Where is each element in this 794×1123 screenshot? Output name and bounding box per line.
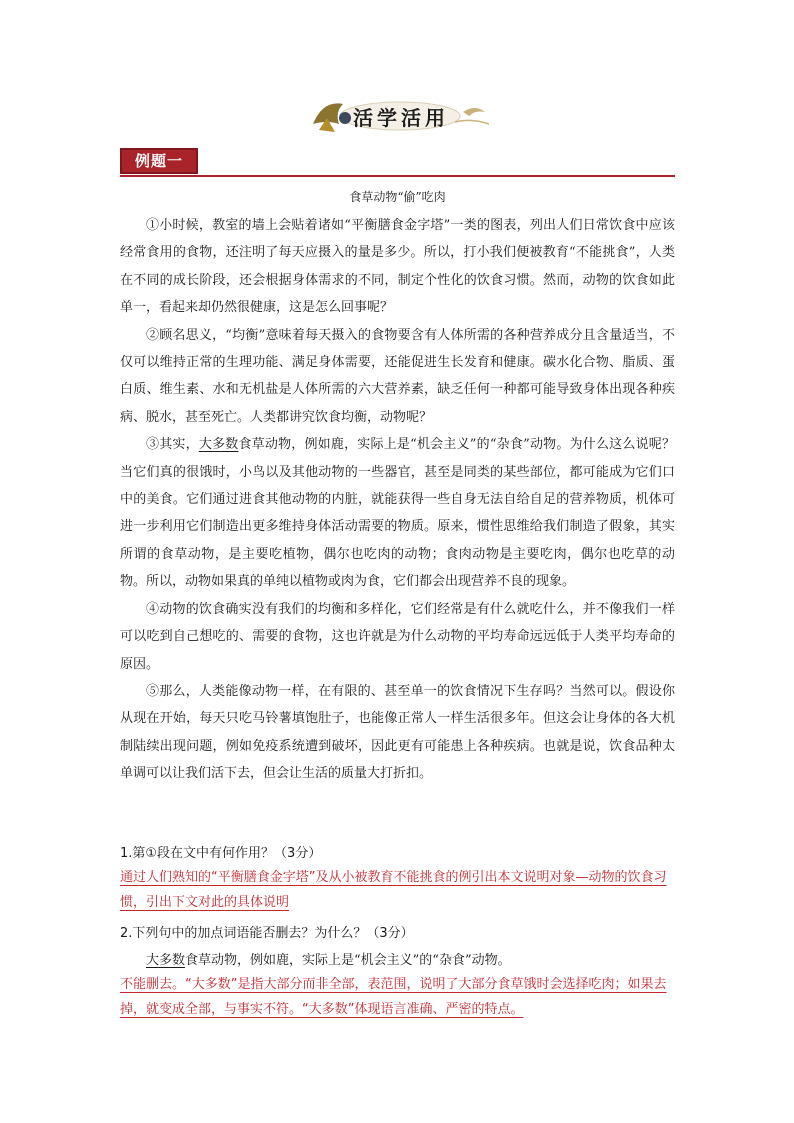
paragraph-2: ②顾名思义，“均衡”意味着每天摄入的食物要含有人体所需的各种营养成分且含量适当，不仅可以维持正常的生理功能、满足身体需要，还能促进生长发育和健康。碳水化合物、脂质、蛋白质、维生素、水和无机盐是人体所需的六大营养素，缺乏任何一种都可能导致身体出现各种疾病、脱水，甚至死亡。人类都讲究饮食均衡，动物呢？: [120, 327, 675, 425]
question-2-block: [120, 922, 680, 1022]
section-banner: [305, 94, 495, 138]
quote-rest: 食草动物，例如鹿，实际上是“机会主义”的“杂食”动物。: [185, 953, 511, 968]
paragraph-3-rest: 食草动物，例如鹿，实际上是“机会主义”的“杂食”动物。为什么这么说呢？当它们真的很饿时，小鸟以及其他动物的一些器官，甚至是同类的某些部位，都可能成为它们口中的美食。它们通过进食其他动物的内脏，就能获得一些自身无法自给自足的营养物质，机体可进一步利用它们制造出更多维持身体活动需要的物质。原来，惯性思维给我们制造了假象，其实所谓的食草动物，是主要吃植物，偶尔也吃肉的动物；食肉动物是主要吃肉，偶尔也吃草的动物。所以，动物如果真的单纯以植物或肉为食，它们都会出现营养不良的现象。: [120, 437, 675, 590]
paragraph-5: ⑤那么，人类能像动物一样，在有限的、甚至单一的饮食情况下生存吗？当然可以。假设你从现在开始，每天只吃马铃薯填饱肚子，也能像正常人一样生活很多年。但这会让身体的各大机制陆续出现问题，例如免疫系统遭到破坏，因此更有可能患上各种疾病。也就是说，饮食品种太单调可以让我们活下去，但会让生活的质量大打折扣。: [120, 683, 675, 782]
badge-divider: [120, 175, 675, 177]
question-1: 1.第①段在文中有何作用？（3分）: [120, 846, 322, 861]
article-body: [120, 212, 675, 788]
question-2-quote: [120, 949, 680, 968]
marked-word: 大多数: [198, 437, 239, 453]
paragraph-3: [120, 431, 675, 595]
answer-1: 通过人们熟知的“平衡膳食金字塔”及从小被教育不能挑食的例引出本文说明对象—动物的饮食习惯，引出下文对此的具体说明: [120, 870, 667, 910]
paragraph-1: ①小时候，教室的墙上会贴着诸如“平衡膳食金字塔”一类的图表，列出人们日常饮食中应该经常食用的食物，还注明了每天应摄入的量是多少。所以，打小我们便被教育“不能挑食”，人类在不同的成长阶段，还会根据身体需求的不同，制定个性化的饮食习惯。然而，动物的饮食如此单一，看起来却仍然很健康，这是怎么回事呢？: [120, 218, 675, 316]
banner-title: 活学活用: [353, 106, 449, 130]
example-badge: 例题一: [120, 148, 198, 174]
quote-marked-word: 大多数: [146, 953, 186, 968]
answer-2: 不能删去。“大多数”是指大部分而非全部，表范围，说明了大部分食草饿时会选择吃肉；如果去掉，就变成全部，与事实不符。“大多数”体现语言准确、严密的特点。: [120, 977, 667, 1017]
article-title: 食草动物“偷”吃肉: [349, 190, 446, 204]
paragraph-3-start: ③其实，: [146, 437, 199, 453]
question-1-block: [120, 842, 680, 915]
paragraph-4: ④动物的饮食确实没有我们的均衡和多样化，它们经常是有什么就吃什么，并不像我们一样可以吃到自己想吃的、需要的食物，这也许就是为什么动物的平均寿命远远低于人类平均寿命的原因。: [120, 601, 675, 672]
question-2: 2.下列句中的加点词语能否删去？为什么？（3分）: [120, 926, 414, 941]
